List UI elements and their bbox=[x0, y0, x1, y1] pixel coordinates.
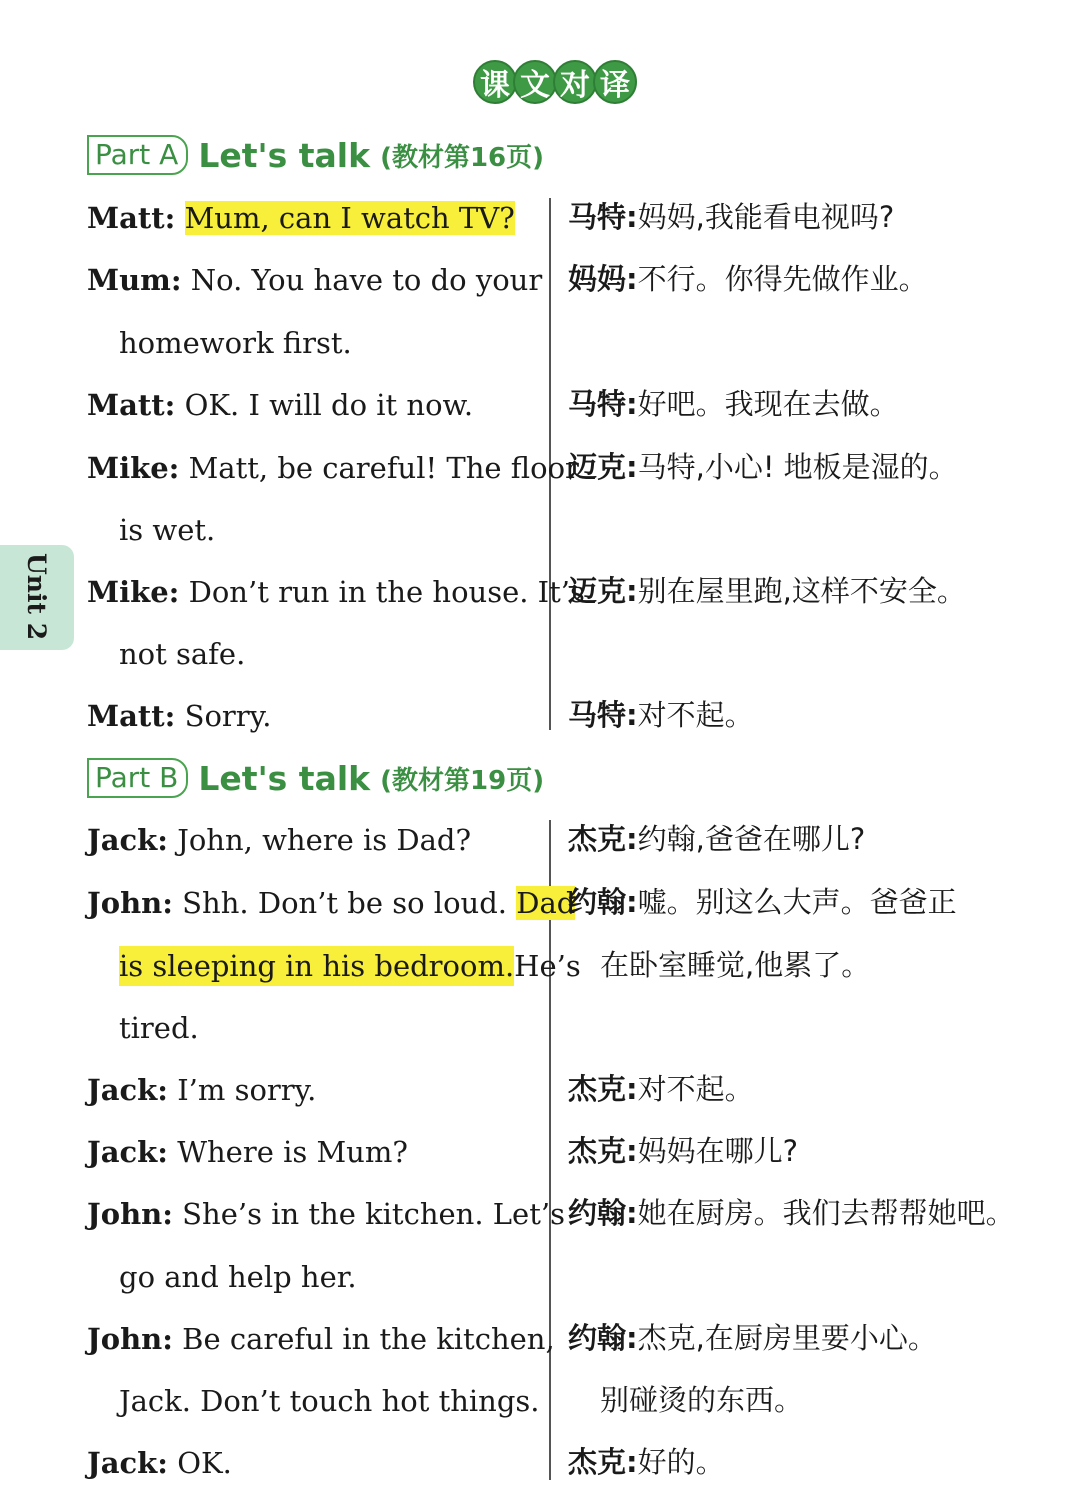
page-reference: (教材第19页) bbox=[380, 765, 545, 796]
dialogue-line: Jack: OK. bbox=[87, 1446, 232, 1480]
dialogue-line: Matt: Mum, can I watch TV? bbox=[87, 201, 515, 235]
dialogue-line: Jack: I’m sorry. bbox=[87, 1073, 317, 1107]
dialogue-line: John: She’s in the kitchen. Let’s bbox=[87, 1197, 565, 1231]
translation-line: 马特:妈妈,我能看电视吗? bbox=[568, 200, 895, 234]
translation-line: 杰克:妈妈在哪儿? bbox=[568, 1134, 799, 1168]
translation-line: 约翰:嘘。别这么大声。爸爸正 bbox=[568, 885, 957, 919]
dialogue-line: not safe. bbox=[119, 637, 246, 671]
dialogue-line: Mike: Matt, be careful! The floor bbox=[87, 451, 579, 485]
translation-line: 马特:对不起。 bbox=[568, 698, 754, 732]
dialogue-line: Jack: Where is Mum? bbox=[87, 1135, 408, 1169]
lesson-title: Let's talk bbox=[198, 135, 371, 175]
dialogue-line: Matt: OK. I will do it now. bbox=[87, 388, 474, 422]
dialogue-line: John: Shh. Don’t be so loud. Dad bbox=[87, 886, 576, 920]
highlighted-text: Mum, can I watch TV? bbox=[184, 201, 515, 235]
page-reference: (教材第16页) bbox=[380, 142, 545, 173]
title-char: 文 bbox=[513, 60, 557, 104]
title-char: 课 bbox=[473, 60, 517, 104]
part-label: Part A bbox=[87, 135, 188, 175]
translation-line: 迈克:别在屋里跑,这样不安全。 bbox=[568, 574, 966, 608]
unit-label: Unit 2 bbox=[22, 553, 51, 641]
dialogue-line: tired. bbox=[119, 1011, 199, 1045]
dialogue-line: Mike: Don’t run in the house. It’s bbox=[87, 575, 585, 609]
section-title-badge bbox=[473, 60, 633, 104]
translation-line: 马特:好吧。我现在去做。 bbox=[568, 387, 899, 421]
translation-line: 杰克:约翰,爸爸在哪儿? bbox=[568, 822, 866, 856]
translation-line: 约翰:杰克,在厨房里要小心。 bbox=[568, 1321, 937, 1355]
dialogue-line: Matt: Sorry. bbox=[87, 699, 272, 733]
part-a-heading bbox=[87, 133, 544, 177]
title-char: 译 bbox=[593, 60, 637, 104]
dialogue-line: Jack. Don’t touch hot things. bbox=[119, 1384, 540, 1418]
translation-line: 约翰:她在厨房。我们去帮帮她吧。 bbox=[568, 1196, 1015, 1230]
translation-line: 别碰烫的东西。 bbox=[600, 1383, 804, 1417]
translation-line: 在卧室睡觉,他累了。 bbox=[600, 948, 871, 982]
dialogue-line: homework first. bbox=[119, 326, 352, 360]
lesson-title: Let's talk bbox=[198, 758, 371, 798]
part-label: Part B bbox=[87, 758, 188, 798]
translation-line: 妈妈:不行。你得先做作业。 bbox=[568, 262, 928, 296]
title-char: 对 bbox=[553, 60, 597, 104]
dialogue-line: is wet. bbox=[119, 513, 216, 547]
dialogue-line: go and help her. bbox=[119, 1260, 357, 1294]
dialogue-line: John: Be careful in the kitchen, bbox=[87, 1322, 555, 1356]
translation-line: 杰克:好的。 bbox=[568, 1445, 725, 1479]
highlighted-text: Dad bbox=[516, 886, 576, 920]
highlighted-text: is sleeping in his bedroom. bbox=[119, 946, 514, 986]
unit-side-tab bbox=[0, 545, 74, 650]
dialogue-line: Jack: John, where is Dad? bbox=[87, 823, 471, 857]
translation-line: 杰克:对不起。 bbox=[568, 1072, 754, 1106]
part-b-heading bbox=[87, 756, 544, 800]
translation-line: 迈克:马特,小心! 地板是湿的。 bbox=[568, 450, 958, 484]
dialogue-line: is sleeping in his bedroom. He’s bbox=[119, 946, 531, 986]
dialogue-line: Mum: No. You have to do your bbox=[87, 263, 543, 297]
